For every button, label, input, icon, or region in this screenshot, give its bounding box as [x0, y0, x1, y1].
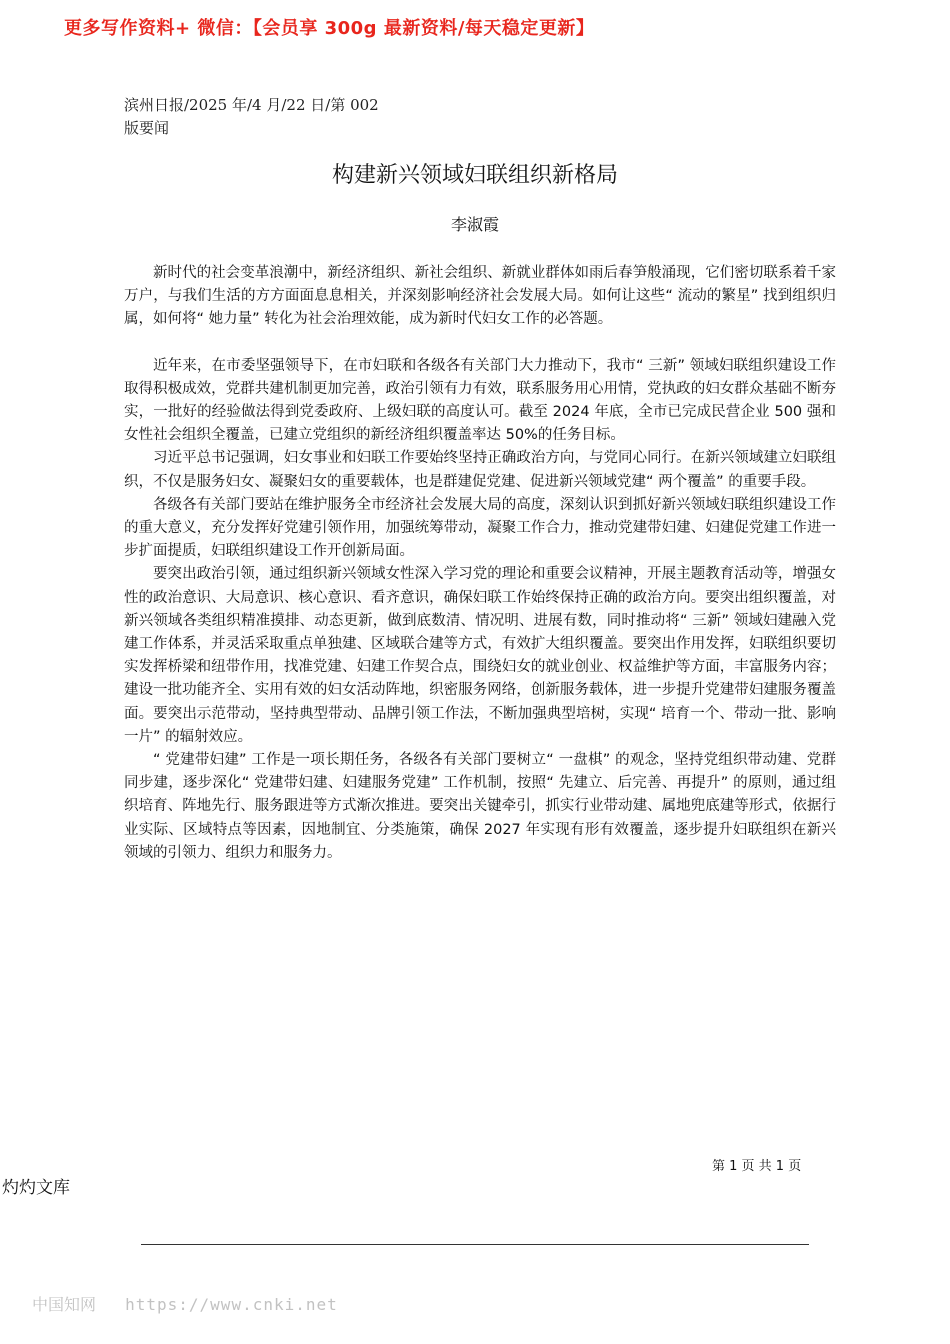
watermark-url: https://www.cnki.net	[125, 1295, 338, 1314]
watermark-site-name: 中国知网	[32, 1295, 97, 1314]
paragraph-significance: 习近平总书记强调，妇女事业和妇联工作要始终坚持正确政治方向，与党同心同行。在新兴领域建立妇联组织，不仅是服务妇女、凝聚妇女的重要载体，也是群建促党建、促进新兴领域党建“ 两个覆盖” 的重要手段。	[124, 450, 836, 490]
source-line-2: 版要闻	[124, 119, 170, 137]
source-citation	[124, 94, 379, 140]
source-line-1: 滨州日报/2025 年/4 月/22 日/第 002	[124, 96, 379, 114]
paragraph-achievements: 近年来，在市委坚强领导下，在市妇联和各级各有关部门大力推动下，我市“ 三新” 领域妇联组织建设工作取得积极成效，党群共建机制更加完善，政治引领有力有效，联系服务用心用情，党执政的妇女群众基础不断夯实，一批好的经验做法得到党委政府、上级妇联的高度认可。截至 2024 年底，全市已完成民营企业 500 强和女性社会组织全覆盖，已建立党组织的新经济组织覆盖率达 50%的任务目标。	[124, 357, 836, 444]
paragraph-measures: 要突出政治引领，通过组织新兴领域女性深入学习党的理论和重要会议精神，开展主题教育活动等，增强女性的政治意识、大局意识、核心意识、看齐意识，确保妇联工作始终保持正确的政治方向。要突出组织覆盖，对新兴领域各类组织精准摸排、动态更新，做到底数清、情况明、进展有数，同时推动将“ 三新” 领域妇建融入党建工作体系，并灵活采取重点单独建、区域联合建等方式，有效扩大组织覆盖。要突出作用发挥，妇联组织要切实发挥桥梁和纽带作用，找准党建、妇建工作契合点，围绕妇女的就业创业、权益维护等方面，丰富服务内容；建设一批功能齐全、实用有效的妇女活动阵地，织密服务网络，创新服务载体，进一步提升党建带妇建服务覆盖面。要突出示范带动，坚持典型带动、品牌引领工作法，不断加强典型培树，实现“ 培育一个、带动一批、影响一片” 的辐射效应。	[124, 566, 836, 745]
paragraph-conclusion: “ 党建带妇建” 工作是一项长期任务，各级各有关部门要树立“ 一盘棋” 的观念，坚持党组织带动建、党群同步建，逐步深化“ 党建带妇建、妇建服务党建” 工作机制，按照“ 先建立、后完善、再提升” 的原则，通过组织培育、阵地先行、服务跟进等方式渐次推进。要突出关键牵引，抓实行业带动建、属地兜底建等形式，依据行业实际、区域特点等因素，因地制宜、分类施策，确保 2027 年实现有形有效覆盖，逐步提升妇联组织在新兴领域的引领力、组织力和服务力。	[124, 752, 836, 861]
cnki-watermark	[32, 1293, 338, 1317]
footer-divider	[141, 1244, 809, 1245]
paragraph-intro: 新时代的社会变革浪潮中，新经济组织、新社会组织、新就业群体如雨后春笋般涌现，它们密切联系着千家万户，与我们生活的方方面面息息相关，并深刻影响经济社会发展大局。如何让这些“ 流动的繁星” 找到组织归属，如何将“ 她力量” 转化为社会治理效能，成为新时代妇女工作的必答题。	[124, 265, 836, 328]
article-title: 构建新兴领域妇联组织新格局	[331, 163, 618, 188]
article-body	[124, 262, 836, 865]
article-author: 李淑霞	[450, 215, 499, 234]
promo-banner: 更多写作资料+ 微信：【会员享 300g 最新资料/每天稳定更新】	[64, 18, 595, 39]
library-name: 灼灼文库	[2, 1178, 70, 1198]
paragraph-responsibility: 各级各有关部门要站在维护服务全市经济社会发展大局的高度，深刻认识到抓好新兴领域妇联组织建设工作的重大意义，充分发挥好党建引领作用，加强统筹带动，凝聚工作合力，推动党建带妇建、妇建促党建工作进一步扩面提质，妇联组织建设工作开创新局面。	[124, 496, 836, 560]
page-number: 第 1 页 共 1 页	[712, 1159, 802, 1174]
